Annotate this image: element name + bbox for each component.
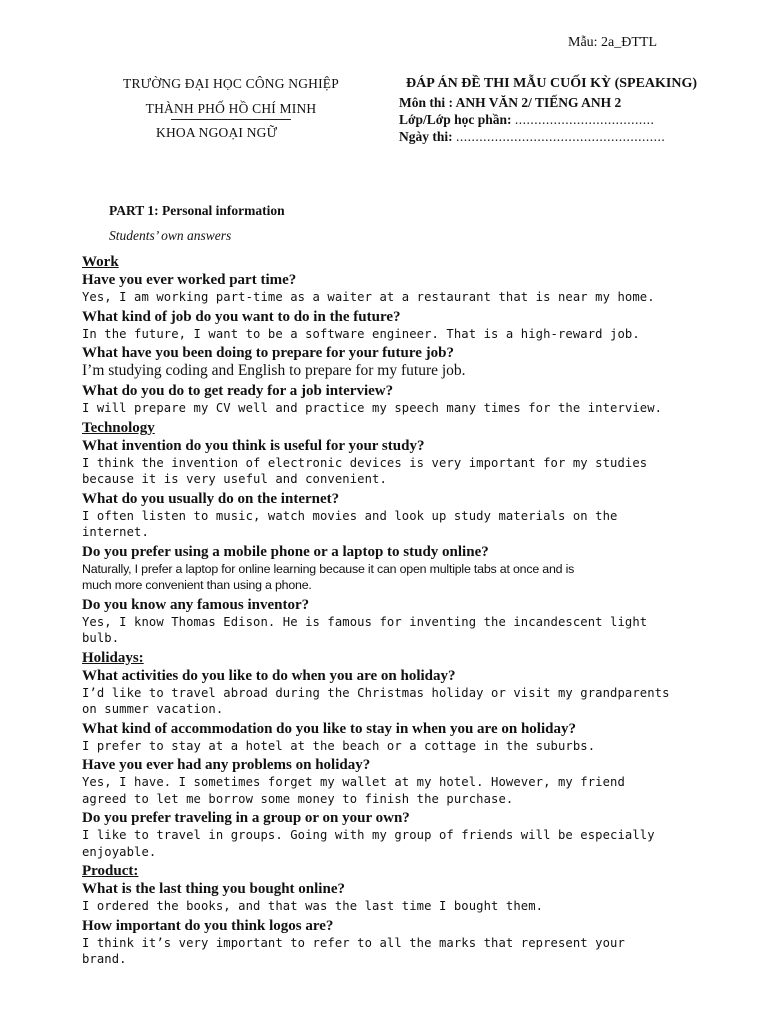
question: What invention do you think is useful for your study? <box>82 437 425 454</box>
qa-content <box>82 253 702 970</box>
exam-subject: Môn thi : ANH VĂN 2/ TIẾNG ANH 2 <box>399 95 622 110</box>
answer: I prefer to stay at a hotel at the beach or a cottage in the suburbs. <box>82 738 596 753</box>
answer: I think it’s very important to refer to all the marks that represent your brand. <box>82 935 625 966</box>
exam-class-value: .................................... <box>514 112 655 127</box>
part-title: PART 1: Personal information <box>109 203 285 218</box>
section-heading: Product: <box>82 863 139 879</box>
question: What do you do to get ready for a job interview? <box>82 383 394 399</box>
question: Have you ever had any problems on holiday? <box>82 757 371 773</box>
answer: Naturally, I prefer a laptop for online learning because it can open multiple tabs at once and is much more convenient than using a phone. <box>82 561 575 592</box>
answer: Yes, I am working part-time as a waiter at a restaurant that is near my home. <box>82 290 655 304</box>
section-heading: Holidays: <box>82 649 144 666</box>
question: What do you usually do on the internet? <box>82 490 340 507</box>
question: What have you been doing to prepare for your future job? <box>82 345 454 361</box>
section-heading: Work <box>82 254 119 270</box>
answer: I like to travel in groups. Going with my group of friends will be especially enjoyable. <box>82 828 655 859</box>
faculty-name: KHOA NGOẠI NGỮ <box>156 125 278 140</box>
answer: I will prepare my CV well and practice my speech many times for the interview. <box>82 401 663 415</box>
question: Do you know any famous inventor? <box>82 596 310 613</box>
answer: Yes, I know Thomas Edison. He is famous for inventing the incandescent light bulb. <box>82 614 648 645</box>
exam-date-value: ...................................................... <box>456 129 666 144</box>
answer: I’m studying coding and English to prepare for my future job. <box>82 362 466 379</box>
exam-date-label: Ngày thi: <box>399 129 453 144</box>
school-name-line2: THÀNH PHỐ HỒ CHÍ MINH <box>145 101 317 116</box>
section-heading: Technology <box>82 419 155 436</box>
part-note: Students’ own answers <box>109 228 232 243</box>
exam-title: ĐÁP ÁN ĐỀ THI MẪU CUỐI KỲ (SPEAKING) <box>406 76 698 91</box>
question: What is the last thing you bought online? <box>82 881 345 897</box>
question: Do you prefer using a mobile phone or a laptop to study online? <box>82 543 489 560</box>
answer: Yes, I have. I sometimes forget my wallet at my hotel. However, my friend agreed to let me borrow some money to finish the purchase. <box>82 775 625 806</box>
school-name-line1: TRƯỜNG ĐẠI HỌC CÔNG NGHIỆP <box>123 76 339 91</box>
answer: I often listen to music, watch movies and look up study materials on the internet. <box>82 508 618 539</box>
question: What activities do you like to do when you are on holiday? <box>82 667 456 684</box>
question: Have you ever worked part time? <box>82 272 297 288</box>
answer: In the future, I want to be a software engineer. That is a high-reward job. <box>82 326 640 341</box>
answer: I’d like to travel abroad during the Christmas holiday or visit my grandparents on summer vacation. <box>82 685 670 716</box>
question: Do you prefer traveling in a group or on your own? <box>82 810 410 826</box>
exam-class-row <box>399 112 654 128</box>
question: How important do you think logos are? <box>82 917 334 934</box>
answer: I ordered the books, and that was the last time I bought them. <box>82 899 544 913</box>
question: What kind of job do you want to do in the future? <box>82 308 401 325</box>
exam-class-label: Lớp/Lớp học phần: <box>399 112 512 127</box>
header-divider <box>171 119 291 120</box>
answer: I think the invention of electronic devices is very important for my studies because it is very useful and convenient. <box>82 455 648 486</box>
exam-date-row <box>399 129 665 145</box>
form-code: Mẫu: 2a_ĐTTL <box>568 35 658 50</box>
question: What kind of accommodation do you like to stay in when you are on holiday? <box>82 720 576 737</box>
